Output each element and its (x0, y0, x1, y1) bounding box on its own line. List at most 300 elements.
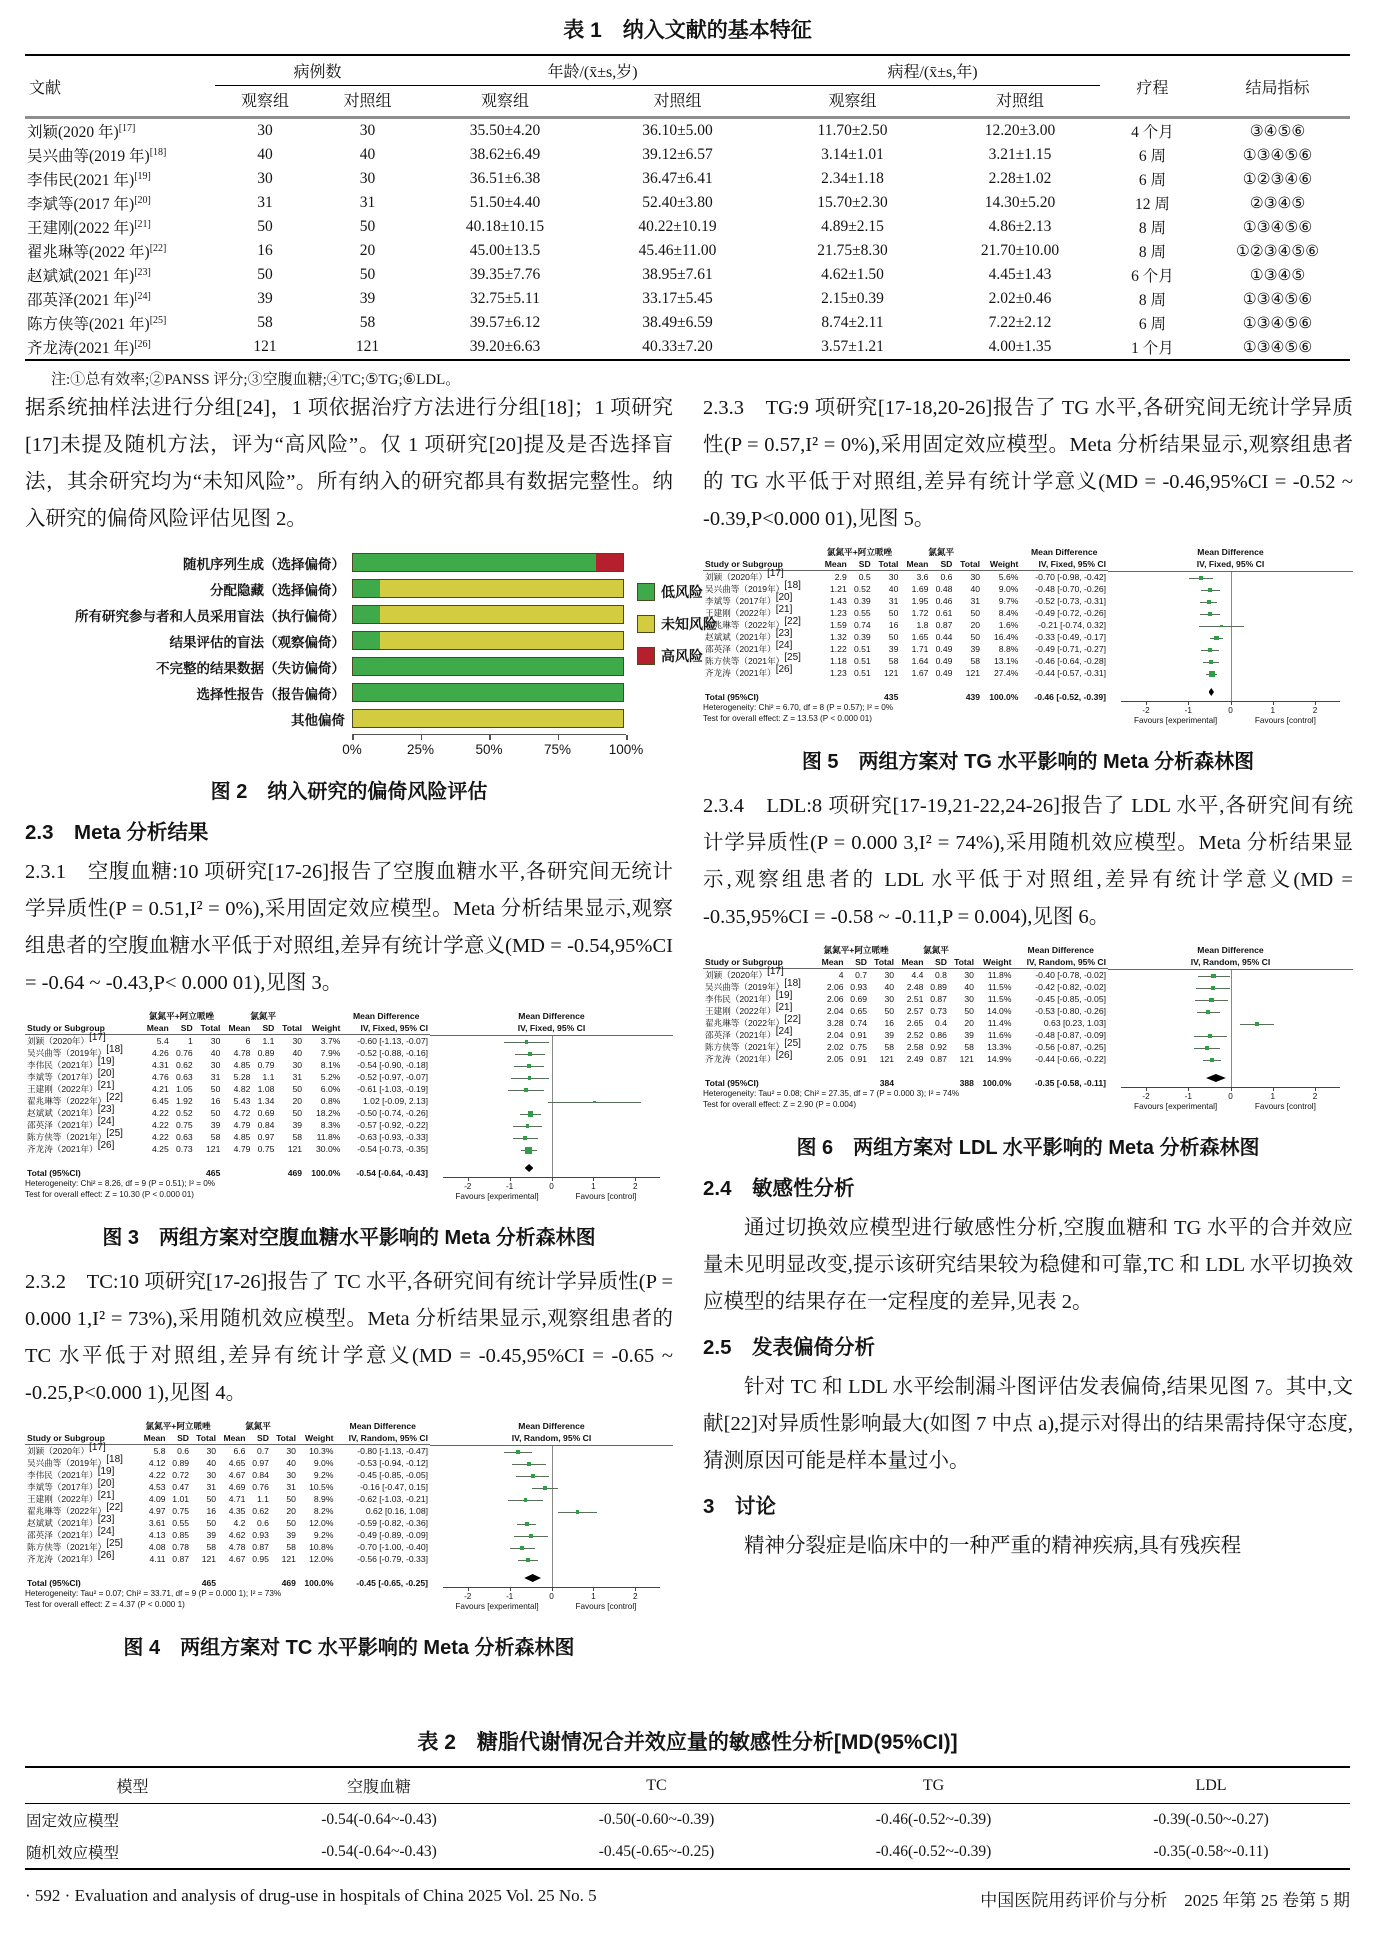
forest-study-label: 王建刚（2022年）[21] (705, 1002, 793, 1016)
effect-marker (1208, 588, 1212, 592)
effect-marker (1209, 998, 1213, 1002)
forest-ci-row (430, 1084, 673, 1096)
duration: 1 个月 (1131, 340, 1174, 357)
axis-tick-label: 2 (633, 1592, 638, 1601)
forest-ci-row (430, 1506, 673, 1518)
table2-col-header: 模型 (25, 1767, 240, 1804)
forest-study-row: 翟兆琳等（2022年）[22] 4.97 0.75 16 4.35 0.62 20 8.2% 0.62 [0.16, 1.08] (27, 1502, 428, 1516)
forest-study-row: 刘颖（2020年）[17] 2.9 0.5 30 3.6 0.6 30 5.6% -0.70 [-0.98, -0.42] (705, 568, 1106, 582)
axis-tick-label: 2 (633, 1182, 638, 1191)
forest-text-columns (703, 546, 1108, 735)
effect-marker (1255, 1022, 1259, 1026)
forest-ci-row (1108, 970, 1353, 982)
bias-row-label: 其他偏倚 (291, 712, 345, 728)
forest-study-row: 陈方侠等（2021年）[25] 4.08 0.78 58 4.78 0.87 58 10.8% -0.70 [-1.00, -0.40] (27, 1538, 428, 1552)
forest-study-label: 吴兴曲等（2019年）[18] (27, 1044, 123, 1058)
duration: 8 周 (1138, 220, 1167, 237)
forest-study-label: 齐龙涛（2021年）[26] (27, 1140, 115, 1154)
study-characteristics-table (25, 54, 1350, 361)
ctrl-course: 12.20±3.00 (984, 122, 1056, 139)
forest-study-row: 邵英泽（2021年）[24] 4.13 0.85 39 4.62 0.93 39 9.2% -0.49 [-0.89, -0.09] (27, 1526, 428, 1540)
ctrl-course: 4.45±1.43 (988, 266, 1052, 283)
axis-tick-label: 50% (475, 742, 503, 757)
forest-study-row: 邵英泽（2021年）[24] 1.22 0.51 39 1.71 0.49 39 8.8% -0.49 [-0.71, -0.27] (705, 640, 1106, 654)
paragraph-2-3-1: 2.3.1 空腹血糖:10 项研究[17-26]报告了空腹血糖水平,各研究间无统计学异质性(P = 0.51,I² = 0%),采用固定效应模型。Meta 分析结果显示,观察组患者的空腹血糖水平低于对照组,差异有统计学意义(MD = -0.54,95%CI = -0.64 ~ -0.43,P< 0.000 01),见图 3。 (25, 861, 673, 994)
bias-row (25, 604, 673, 625)
forest-ci-row (1108, 1018, 1353, 1030)
heterogeneity-note: Heterogeneity: Chi² = 6.70, df = 8 (P = 0.57); I² = 0% (703, 703, 894, 712)
paragraph-2-4: 通过切换效应模型进行敏感性分析,空腹血糖和 TG 水平的合并效应量未见明显改变,提示该研究结果较为稳健和可靠,TC 和 LDL 水平切换效应模型的结果存在一定程度的差异,见表 2。 (703, 1217, 1353, 1313)
effect-marker (1208, 1034, 1212, 1038)
forest-study-label: 翟兆琳等（2022年）[22] (27, 1092, 123, 1106)
axis-tick-label: 0% (342, 742, 362, 757)
obs-age: 40.18±10.15 (465, 218, 545, 235)
obs-age: 51.50±4.40 (469, 194, 541, 211)
table-row (25, 1836, 1350, 1869)
forest-study-row: 李伟民（2021年）[19] 4.22 0.72 30 4.67 0.84 30 9.2% -0.45 [-0.85, -0.05] (27, 1466, 428, 1480)
bias-bar (352, 553, 624, 572)
bias-row (25, 682, 673, 703)
forest-axis (1108, 701, 1353, 735)
table-row (25, 335, 1350, 360)
forest-study-label: 吴兴曲等（2019年）[18] (27, 1454, 123, 1468)
axis-tick-label: 100% (608, 742, 644, 757)
bias-row-label: 结果评估的盲法（观察偏倚） (169, 634, 345, 650)
ctrl-n: 50 (359, 218, 376, 235)
forest-study-row: 齐龙涛（2021年）[26] 4.11 0.87 121 4.67 0.95 121 12.0% -0.56 [-0.79, -0.33] (27, 1550, 428, 1564)
table-row (25, 143, 1350, 167)
bias-bar (352, 631, 624, 650)
effect-marker (526, 1124, 530, 1128)
table-row (25, 263, 1350, 287)
duration: 8 周 (1138, 292, 1167, 309)
study-name: 李斌等(2017 年)[20] (27, 194, 151, 213)
table1-title: 表 1 纳入文献的基本特征 (563, 19, 812, 42)
forest-plot-ldl (703, 944, 1353, 1121)
forest-ci-row (430, 1036, 673, 1048)
forest-study-row: 刘颖（2020年）[17] 5.4 1 30 6 1.1 30 3.7% -0.60 [-1.13, -0.07] (27, 1032, 428, 1046)
table2-header-row (25, 1767, 1350, 1804)
bias-bar (352, 579, 624, 598)
axis-tick-label: 1 (1270, 706, 1276, 715)
forest-text-columns (703, 944, 1108, 1121)
forest-study-row: 吴兴曲等（2019年）[18] 4.12 0.89 40 4.65 0.97 40 9.0% -0.53 [-0.94, -0.12] (27, 1454, 428, 1468)
obs-n: 58 (257, 314, 273, 331)
forest-ci-row (1108, 1042, 1353, 1054)
outcome-indicators: ①③④⑤⑥ (1242, 314, 1313, 332)
study-name: 翟兆琳等(2022 年)[22] (27, 242, 167, 261)
forest-study-label: 齐龙涛（2021年）[26] (705, 664, 793, 678)
ctrl-n: 31 (359, 194, 376, 211)
page-footer (25, 1886, 1350, 1911)
heading-2-3: 2.3 Meta 分析结果 (25, 821, 209, 844)
ctrl-age: 52.40±3.80 (642, 194, 713, 211)
axis-tick-label: -2 (464, 1182, 472, 1191)
forest-column-header: Study or Subgroup Mean SD Total Mean SD Total Weight IV, Random, 95% CI (27, 1433, 428, 1443)
effect-marker (1211, 974, 1215, 978)
favours-left-label: Favours [experimental] (1133, 716, 1218, 725)
ctrl-course: 4.86±2.13 (988, 218, 1052, 235)
forest-plot-header: Mean Difference IV, Fixed, 95% CI (430, 1010, 673, 1036)
forest-study-label: 李伟民（2021年）[19] (27, 1056, 115, 1070)
ldl-value: -0.39(-0.50~-0.27) (1153, 1811, 1269, 1828)
right-column (703, 390, 1353, 1565)
effect-marker (1199, 576, 1202, 579)
obs-age: 45.00±13.5 (469, 242, 541, 259)
forest-study-row: 陈方侠等（2021年）[25] 1.18 0.51 58 1.64 0.49 58 13.1% -0.46 [-0.64, -0.28] (705, 652, 1106, 666)
bias-row (25, 578, 673, 599)
forest-study-row: 齐龙涛（2021年）[26] 1.23 0.51 121 1.67 0.49 121 27.4% -0.44 [-0.57, -0.31] (705, 664, 1106, 678)
forest-study-label: 李伟民（2021年）[19] (27, 1466, 115, 1480)
bias-row-label: 选择性报告（报告偏倚） (196, 686, 345, 702)
forest-plot-area (430, 1010, 673, 1211)
outcome-indicators: ②③④⑤ (1249, 194, 1306, 212)
axis-tick-label: 1 (591, 1592, 596, 1601)
forest-axis (430, 1177, 673, 1211)
table2-col-header: TC (518, 1767, 795, 1804)
forest-study-row: 王建刚（2022年）[21] 1.23 0.55 50 1.72 0.61 50 8.4% -0.49 [-0.72, -0.26] (705, 604, 1106, 618)
forest-study-label: 邵英泽（2021年）[24] (27, 1526, 115, 1540)
ctrl-age: 38.49±6.59 (642, 314, 713, 331)
ctrl-n: 50 (359, 266, 376, 283)
legend-swatch-low (637, 583, 655, 601)
legend-label: 高风险 (661, 648, 703, 664)
forest-study-label: 陈方侠等（2021年）[25] (27, 1538, 123, 1552)
forest-plot-area (430, 1420, 673, 1621)
duration: 6 周 (1138, 172, 1167, 189)
effect-marker (524, 1498, 528, 1502)
effect-marker (520, 1546, 524, 1550)
effect-marker (1220, 625, 1223, 628)
obs-course: 15.70±2.30 (817, 194, 888, 211)
forest-total-row: Total (95%CI) 465 469 100.0% -0.54 [-0.64, -0.43] (27, 1168, 428, 1178)
forest-column-header: Study or Subgroup Mean SD Total Mean SD Total Weight IV, Fixed, 95% CI (27, 1023, 428, 1033)
col-header-outcome: 结局指标 (1245, 79, 1310, 97)
forest-plot-area (1108, 944, 1353, 1121)
forest-ci-row (1108, 572, 1353, 584)
ctrl-age: 39.12±6.57 (642, 146, 713, 163)
forest-study-label: 吴兴曲等（2019年）[18] (705, 978, 801, 992)
effect-marker (523, 1136, 527, 1140)
bias-segment-unclear (353, 710, 623, 727)
effect-marker (531, 1474, 535, 1478)
study-name: 陈方侠等(2021 年)[25] (27, 314, 167, 333)
forest-ci-row (1108, 1006, 1353, 1018)
ctrl-age: 40.22±10.19 (638, 218, 717, 235)
effect-marker (528, 1076, 531, 1079)
forest-ci-row (430, 1446, 673, 1458)
ctrl-age: 36.10±5.00 (642, 122, 713, 139)
obs-n: 31 (257, 194, 273, 211)
bias-segment-low (353, 606, 380, 623)
forest-ci-row (430, 1542, 673, 1554)
overall-effect-note: Test for overall effect: Z = 2.90 (P = 0.004) (703, 1099, 857, 1109)
forest-ci-row (1108, 620, 1353, 632)
forest-ci-row (430, 1120, 673, 1132)
forest-axis (430, 1587, 673, 1621)
table-row (25, 167, 1350, 191)
forest-ci-row (1108, 656, 1353, 668)
forest-study-row: 齐龙涛（2021年）[26] 2.05 0.91 121 2.49 0.87 121 14.9% -0.44 [-0.66, -0.22] (705, 1050, 1106, 1064)
sub-header-ctrl: 对照组 (653, 93, 702, 110)
ldl-value: -0.35(-0.58~-0.11) (1153, 1843, 1269, 1860)
col-group-age: 年龄/(x̄±s,岁) (420, 55, 765, 86)
forest-study-label: 齐龙涛（2021年）[26] (705, 1050, 793, 1064)
forest-study-row: 李斌等（2017年）[20] 4.53 0.47 31 4.69 0.76 31 10.5% -0.16 [-0.47, 0.15] (27, 1478, 428, 1492)
forest-study-row: 王建刚（2022年）[21] 2.04 0.65 50 2.57 0.73 50 14.0% -0.53 [-0.80, -0.26] (705, 1002, 1106, 1016)
forest-ci-row (430, 1482, 673, 1494)
forest-group-header: 氯氮平+阿立哌唑 氯氮平 Mean Difference (823, 945, 1094, 955)
forest-study-label: 王建刚（2022年）[21] (705, 604, 793, 618)
forest-study-row: 吴兴曲等（2019年）[18] 2.06 0.93 40 2.48 0.89 40 11.5% -0.42 [-0.82, -0.02] (705, 978, 1106, 992)
table2-title: 表 2 糖脂代谢情况合并效应量的敏感性分析[MD(95%CI)] (417, 1731, 958, 1754)
obs-course: 4.89±2.15 (821, 218, 884, 235)
effect-marker (527, 1064, 531, 1068)
forest-study-label: 翟兆琳等（2022年）[22] (27, 1502, 123, 1516)
effect-marker (528, 1052, 532, 1056)
forest-ci-row (430, 1518, 673, 1530)
legend-label: 低风险 (661, 584, 703, 600)
favours-left-label: Favours [experimental] (455, 1602, 539, 1611)
obs-n: 16 (257, 242, 273, 259)
forest-ci-row (430, 1048, 673, 1060)
forest-study-row: 李斌等（2017年）[20] 1.43 0.39 31 1.95 0.46 31 9.7% -0.52 [-0.73, -0.31] (705, 592, 1106, 606)
effect-marker (1208, 648, 1212, 652)
model-name: 随机效应模型 (26, 1845, 120, 1862)
favours-left-label: Favours [experimental] (455, 1192, 539, 1201)
forest-ci-row (1108, 994, 1353, 1006)
effect-marker (516, 1450, 520, 1454)
ctrl-n: 30 (359, 122, 376, 139)
bias-segment-high (596, 554, 623, 571)
effect-marker (1205, 1046, 1209, 1050)
obs-n: 50 (257, 218, 273, 235)
bias-row (25, 552, 673, 573)
outcome-indicators: ①③④⑤⑥ (1242, 338, 1313, 356)
bias-segment-unclear (380, 606, 623, 623)
bias-row-label: 所有研究参与者和人员采用盲法（执行偏倚） (75, 608, 345, 624)
axis-tick-label: 0 (549, 1182, 554, 1191)
forest-study-label: 翟兆琳等（2022年）[22] (705, 616, 801, 630)
duration: 8 周 (1138, 244, 1167, 261)
obs-n: 30 (257, 122, 273, 139)
table1-note: 注:①总有效率;②PANSS 评分;③空腹血糖;④TC;⑤TG;⑥LDL。 (51, 372, 461, 388)
bias-segment-unclear (380, 580, 623, 597)
effect-marker (525, 1040, 528, 1043)
paragraph-2-3-2: 2.3.2 TC:10 项研究[17-26]报告了 TC 水平,各研究间有统计学异质性(P = 0.000 1,I² = 73%),采用随机效应模型。Meta 分析结果显示,观察组患者的 TC 水平低于对照组,差异有统计学意义(MD = -0.45,95%CI = -0.65 ~ -0.25,P<0.000 1),见图 4。 (25, 1271, 673, 1404)
forest-study-label: 陈方侠等（2021年）[25] (27, 1128, 123, 1142)
effect-marker (529, 1534, 533, 1538)
axis-tick-label: 0 (549, 1592, 554, 1601)
table2-col-header: 空腹血糖 (240, 1767, 518, 1804)
forest-ci-row (1108, 668, 1353, 680)
forest-study-row: 王建刚（2022年）[21] 4.21 1.05 50 4.82 1.08 50 6.0% -0.61 [-1.03, -0.19] (27, 1080, 428, 1094)
forest-study-row: 邵英泽（2021年）[24] 2.04 0.91 39 2.52 0.86 39 11.6% -0.48 [-0.87, -0.09] (705, 1026, 1106, 1040)
obs-course: 11.70±2.50 (817, 122, 888, 139)
effect-marker (1211, 986, 1215, 990)
favours-right-label: Favours [control] (1254, 1102, 1316, 1111)
figure2-caption: 图 2 纳入研究的偏倚风险评估 (210, 781, 488, 803)
table-row (25, 287, 1350, 311)
sub-header-ctrl: 对照组 (343, 93, 392, 110)
total-diamond (524, 1574, 541, 1582)
axis-tick-label: -2 (1142, 706, 1150, 715)
obs-n: 121 (253, 338, 277, 355)
study-name: 赵斌斌(2021 年)[23] (27, 266, 151, 285)
forest-study-row: 翟兆琳等（2022年）[22] 1.59 0.74 16 1.8 0.87 20 1.6% -0.21 [-0.74, 0.32] (705, 616, 1106, 630)
risk-of-bias-chart (25, 552, 717, 765)
legend-swatch-unclear (637, 615, 655, 633)
duration: 6 周 (1138, 316, 1167, 333)
axis-tick-label: 25% (406, 742, 435, 757)
obs-course: 8.74±2.11 (821, 314, 884, 331)
effect-marker (1206, 1010, 1211, 1015)
forest-ci-row (430, 1060, 673, 1072)
forest-plot-tc (25, 1420, 673, 1621)
ctrl-age: 38.95±7.61 (642, 266, 713, 283)
bias-row (25, 708, 673, 729)
fbg-value: -0.54(-0.64~-0.43) (321, 1811, 437, 1828)
duration: 6 周 (1138, 148, 1167, 165)
bias-segment-low (353, 554, 596, 571)
legend-label: 未知风险 (661, 616, 717, 632)
forest-study-label: 齐龙涛（2021年）[26] (27, 1550, 115, 1564)
axis-tick-label: 2 (1312, 706, 1318, 715)
effect-marker (524, 1088, 527, 1091)
forest-study-row: 吴兴曲等（2019年）[18] 1.21 0.52 40 1.69 0.48 40 9.0% -0.48 [-0.70, -0.26] (705, 580, 1106, 594)
forest-study-label: 邵英泽（2021年）[24] (705, 640, 793, 654)
study-name: 吴兴曲等(2019 年)[18] (27, 146, 167, 165)
forest-ci-row (430, 1072, 673, 1084)
obs-course: 21.75±8.30 (817, 242, 888, 259)
obs-course: 3.57±1.21 (821, 338, 884, 355)
favours-right-label: Favours [control] (575, 1602, 637, 1611)
heading-3: 3 讨论 (703, 1495, 776, 1518)
forest-study-label: 吴兴曲等（2019年）[18] (705, 580, 801, 594)
forest-study-row: 翟兆琳等（2022年）[22] 3.28 0.74 16 2.65 0.4 20 11.4% 0.63 [0.23, 1.03] (705, 1014, 1106, 1028)
ctrl-course: 4.00±1.35 (988, 338, 1052, 355)
overall-effect-note: Test for overall effect: Z = 13.53 (P < 0.000 01) (703, 713, 873, 723)
heading-2-5: 2.5 发表偏倚分析 (703, 1336, 875, 1359)
forest-text-columns (25, 1010, 430, 1211)
figure6-caption: 图 6 两组方案对 LDL 水平影响的 Meta 分析森林图 (796, 1137, 1260, 1159)
forest-study-row: 赵斌斌（2021年）[23] 3.61 0.55 50 4.2 0.6 50 12.0% -0.59 [-0.82, -0.36] (27, 1514, 428, 1528)
tg-value: -0.46(-0.52~-0.39) (875, 1811, 992, 1828)
outcome-indicators: ③④⑤⑥ (1249, 122, 1306, 140)
ctrl-n: 30 (359, 170, 376, 187)
forest-column-header: Study or Subgroup Mean SD Total Mean SD Total Weight IV, Fixed, 95% CI (705, 559, 1106, 569)
forest-study-label: 赵斌斌（2021年）[23] (27, 1514, 115, 1528)
tc-value: -0.50(-0.60~-0.39) (598, 1811, 715, 1828)
bias-bar (352, 683, 624, 702)
sub-header-obs: 观察组 (480, 93, 529, 110)
bias-axis (342, 734, 644, 765)
bias-bar (352, 709, 624, 728)
forest-study-row: 吴兴曲等（2019年）[18] 4.26 0.76 40 4.78 0.89 40 7.9% -0.52 [-0.88, -0.16] (27, 1044, 428, 1058)
bias-row (25, 630, 673, 651)
forest-total-row: Total (95%CI) 435 439 100.0% -0.46 [-0.52, -0.39] (705, 692, 1106, 702)
axis-tick-label: 0 (1228, 1092, 1233, 1101)
forest-study-row: 赵斌斌（2021年）[23] 4.22 0.52 50 4.72 0.69 50 18.2% -0.50 [-0.74, -0.26] (27, 1104, 428, 1118)
forest-total-row: Total (95%CI) 384 388 100.0% -0.35 [-0.58, -0.11] (705, 1078, 1106, 1088)
forest-study-row: 赵斌斌（2021年）[23] 1.32 0.39 50 1.65 0.44 50 16.4% -0.33 [-0.49, -0.17] (705, 628, 1106, 642)
col-group-course: 病程/(x̄±s,年) (765, 55, 1100, 86)
table-row (25, 191, 1350, 215)
table-row (25, 118, 1350, 144)
forest-study-row: 王建刚（2022年）[21] 4.09 1.01 50 4.71 1.1 50 8.9% -0.62 [-1.03, -0.21] (27, 1490, 428, 1504)
forest-ci-row (1108, 982, 1353, 994)
effect-marker (543, 1486, 547, 1490)
effect-marker (525, 1522, 529, 1526)
overall-effect-note: Test for overall effect: Z = 4.37 (P < 0.000 1) (25, 1599, 185, 1609)
paragraph-2-5: 针对 TC 和 LDL 水平绘制漏斗图评估发表偏倚,结果见图 7。其中,文献[22]对异质性影响最大(如图 7 中点 a),提示对得出的结果需持保守态度,猜测原因可能是样本量过小。 (703, 1376, 1353, 1472)
axis-tick-label: -1 (505, 1592, 514, 1601)
forest-plot-fbg (25, 1010, 673, 1211)
forest-study-row: 李伟民（2021年）[19] 4.31 0.62 30 4.85 0.79 30 8.1% -0.54 [-0.90, -0.18] (27, 1056, 428, 1070)
overall-effect-note: Test for overall effect: Z = 10.30 (P < 0.000 01) (25, 1189, 195, 1199)
bias-row (25, 656, 673, 677)
effect-marker (526, 1558, 530, 1562)
effect-marker (576, 1510, 580, 1514)
forest-ci-row (430, 1554, 673, 1566)
forest-plot-header: Mean Difference IV, Random, 95% CI (430, 1420, 673, 1446)
axis-tick-label: -1 (505, 1182, 514, 1191)
tc-value: -0.45(-0.65~-0.25) (598, 1843, 715, 1860)
effect-marker (1208, 612, 1212, 616)
outcome-indicators: ①②③④⑥ (1242, 170, 1313, 188)
ctrl-age: 40.33±7.20 (642, 338, 713, 355)
ctrl-course: 2.02±0.46 (988, 290, 1052, 307)
bias-segment-unclear (380, 632, 623, 649)
effect-marker (593, 1101, 596, 1104)
obs-course: 2.34±1.18 (821, 170, 884, 187)
forest-study-label: 陈方侠等（2021年）[25] (705, 652, 801, 666)
forest-study-label: 赵斌斌（2021年）[23] (705, 628, 793, 642)
forest-ci-row (430, 1144, 673, 1156)
figure5-caption: 图 5 两组方案对 TG 水平影响的 Meta 分析森林图 (801, 751, 1255, 773)
forest-study-label: 李斌等（2017年）[20] (705, 592, 793, 606)
forest-ci-row (1108, 644, 1353, 656)
forest-study-row: 陈方侠等（2021年）[25] 2.02 0.75 58 2.58 0.92 58 13.3% -0.56 [-0.87, -0.25] (705, 1038, 1106, 1052)
axis-tick-label: -2 (1142, 1092, 1150, 1101)
forest-study-label: 邵英泽（2021年）[24] (27, 1116, 115, 1130)
ctrl-n: 20 (359, 242, 376, 259)
obs-age: 39.20±6.63 (469, 338, 541, 355)
bias-segment-low (353, 658, 623, 675)
forest-ci-row (430, 1108, 673, 1120)
forest-study-row: 刘颖（2020年）[17] 4 0.7 30 4.4 0.8 30 11.8% -0.40 [-0.78, -0.02] (705, 966, 1106, 980)
forest-study-label: 李斌等（2017年）[20] (27, 1478, 115, 1492)
forest-study-row: 陈方侠等（2021年）[25] 4.22 0.63 58 4.85 0.97 58 11.8% -0.63 [-0.93, -0.33] (27, 1128, 428, 1142)
paragraph-2-3-4: 2.3.4 LDL:8 项研究[17-19,21-22,24-26]报告了 LDL 水平,各研究间有统计学异质性(P = 0.000 3,I² = 74%),采用随机效应模型。Meta 分析结果显示,观察组患者的 LDL 水平低于对照组,差异有统计学意义(MD = -0.35,95%CI = -0.58 ~ -0.11,P = 0.004),见图 6。 (703, 795, 1353, 928)
forest-ci-row (430, 1132, 673, 1144)
axis-tick-label: 75% (543, 742, 572, 757)
legend-swatch-high (637, 647, 655, 665)
forest-group-header: 氯氮平+阿立哌唑 氯氮平 Mean Difference (826, 547, 1098, 557)
figure4-caption: 图 4 两组方案对 TC 水平影响的 Meta 分析森林图 (123, 1637, 575, 1659)
effect-marker (1210, 1058, 1215, 1063)
table-row (25, 215, 1350, 239)
obs-course: 2.15±0.39 (821, 290, 884, 307)
col-header-study: 文献 (29, 79, 62, 97)
forest-study-row: 邵英泽（2021年）[24] 4.22 0.75 39 4.79 0.84 39 8.3% -0.57 [-0.92, -0.22] (27, 1116, 428, 1130)
forest-study-label: 赵斌斌（2021年）[23] (27, 1104, 115, 1118)
heterogeneity-note: Heterogeneity: Chi² = 8.26, df = 9 (P = 0.51); I² = 0% (25, 1179, 216, 1188)
study-name: 李伟民(2021 年)[19] (27, 170, 151, 189)
sub-header-ctrl: 对照组 (995, 93, 1044, 110)
favours-left-label: Favours [experimental] (1133, 1102, 1218, 1111)
forest-study-label: 邵英泽（2021年）[24] (705, 1026, 793, 1040)
